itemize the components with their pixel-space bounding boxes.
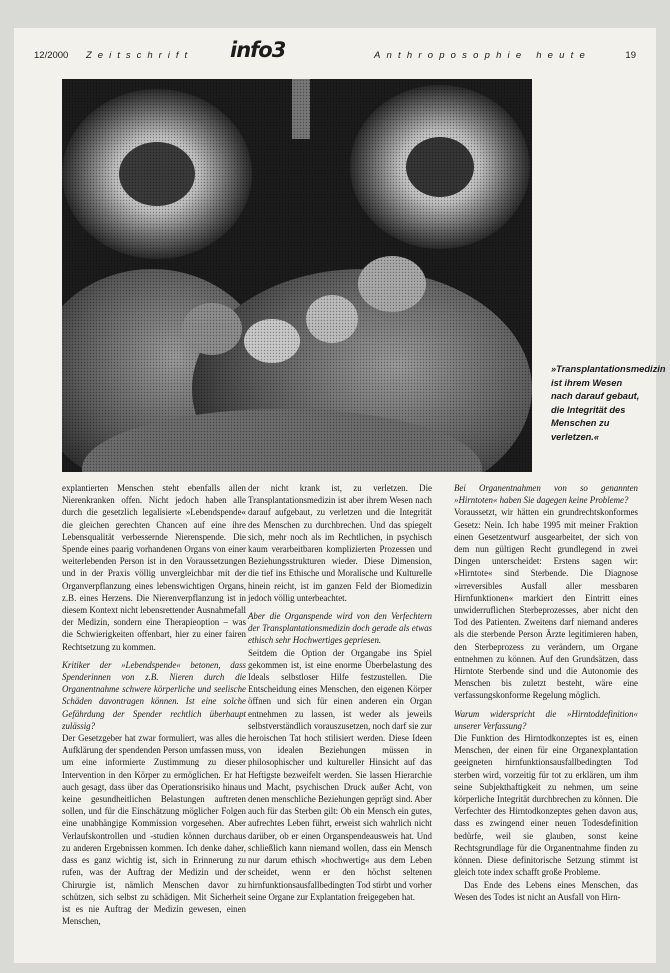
interview-question: Warum widerspricht die »Hirntoddefinition« unserer Verfassung? (454, 708, 638, 731)
surgery-photo (62, 79, 532, 472)
column-2 (248, 482, 432, 903)
magazine-page (14, 28, 666, 963)
photo-caption: »Transplantationsmedizin ist ihrem Wesen nach darauf gebaut, die Integrität des Menschen zu verletzen.« (551, 364, 666, 442)
paragraph: Der Gesetzgeber hat zwar formuliert, was alles die Aufklärung der spendenden Person umfassen muss, um eine informierte Zustimmung zu dieser Intervention in den Körper zu ermöglichen. Er hat auch gesagt, dass über das Operationsrisiko hinaus keine gesundheitlichen Belastungen auftreten sollen, und für die Einschätzung möglicher Folgen eine unabhängige Kommission vorgesehen. Aber Verlaufskontrollen und -studien können durchaus zu anderen Ergebnissen kommen. Ich denke daher, dass es ganz wichtig ist, sich in Erinnerung zu rufen, was der Auftrag der Medizin und der Chirurgie ist, nämlich Menschen davor zu schützen, sich selbst zu schädigen. Mit Sicherheit ist es nie Auftrag der Medizin gewesen, einen Menschen, (62, 733, 246, 927)
paragraph: Voraussetzt, wir hätten ein grundrechtskonformes Gesetz: Nein. Ich habe 1995 mit meiner Fraktion einen Gesetzentwurf ausgearbeitet, der sich von dem nun gültigen Recht grundlegend in zwei Dingen unterscheidet: Erstens sagen wir: »Hirntote« sind Sterbende. Die Diagnose »irreversibles Ausfall aller messbaren Hirnfunktionen« markiert den Eintritt eines unwiderruflichen Sterbeprozesses, aber nicht den Tod des Patienten. Zweitens darf niemand anderes als die sterbende Person Ärzte legitimieren haben, den Sterbeprozess zu verändern, um Organe entnehmen zu können. Auf den Grundsätzen, dass Hirntote Sterbende sind und die Autonomie des Menschen bis zuletzt besteht, wäre eine verfassungskonforme Regelung möglich. (454, 507, 638, 701)
interview-question: Bei Organentnahmen von so genannten »Hirntoten« haben Sie dagegen keine Probleme? (454, 483, 638, 506)
paragraph: Das Ende des Lebens eines Menschen, das Wesen des Todes ist nicht an Ausfall von Hirn- (454, 879, 638, 902)
surgery-photo-graphic (62, 79, 532, 472)
interview-question: Kritiker der »Lebendspende« betonen, dass Spenderinnen von z.B. Nieren durch die Organentnahme schwere körperliche und seelische Schäden davontragen können. Ist eine solche Gefährdung der Spender rechtlich überhaupt zulässig? (62, 659, 246, 731)
paragraph: Seitdem die Option der Organgabe ins Spiel gekommen ist, ist eine enorme Überbelastung des Ideals selbstloser Hilfe festzustellen. Die Entscheidung eines Menschen, den eigenen Körper öffnen und sich für einen anderen ein Organ entnehmen zu lassen, ist weder als jeweils selbstverständlich vorauszusetzen, noch darf sie zur heroischen Tat hoch stilisiert werden. Diese Ideen von idealen Beziehungen müssen in philosophischer und kultureller Hinsicht auf das Heftigste bezweifelt werden. Sie lassen Hierarchie und Macht, psychischen Druck außer Acht, von denen menschliche Beziehungen geprägt sind. Aber auch für das Sterben gilt: Ob ein Mensch ein gutes, aufrechtes Leben führt, erweist sich wahrlich nicht darüber, ob er einen Organspendeausweis hat. Und schließlich kann niemand wollen, dass ein Mensch nur darum ethisch »hochwertig« aus dem Leben scheidet, wenn er den höchst seltenen hirnfunktionsausfallbedingten Tod stirbt und vorher seine Organe zur Explantation freigegeben hat. (248, 647, 432, 902)
issue-number: 12/2000 (34, 50, 69, 61)
column-1 (62, 482, 246, 927)
article-body (62, 482, 643, 952)
header-zeitschrift: Zeitschrift (86, 50, 194, 61)
paragraph: Die Funktion des Hirntodkonzeptes ist es, einen Menschen, der einen für eine Organexplantation geeigneten hirnfunktionsausfallbedingten Tod sterben wird, vorzeitig für tot zu erklären, um ihm seine Subjekthaftigkeit zu nehmen, um seine körperliche Integrität durchbrechen zu können. Die Verfechter des Hirntodkonzeptes gehen davon aus, dass es zwingend einer neuen Todesdefinition bedürfe, weil sie glauben, sonst keine Rechtsgrundlage für die Organentnahme finden zu können. Diese definitorische Setzung stimmt ist gleich tote index schafft große Probleme. (454, 733, 638, 878)
header-subtitle: Anthroposophie heute (374, 50, 591, 61)
column-3 (454, 482, 638, 903)
info3-logo: info3 (230, 38, 286, 62)
page-header (34, 36, 640, 64)
paragraph: der nicht krank ist, zu verletzen. Die Transplantationsmedizin ist aber ihrem Wesen nach darauf aufgebaut, zu verletzen und die Integrität des Menschen zu durchbrechen. Und das spiegelt sich, mehr noch als im Rechtlichen, in psychisch kaum verarbeitbaren komplizierten Prozessen und Beziehungsstrukturen wieder. Diese Dimension, die tief ins Ethische und Moralische und Kulturelle hinein reicht, ist im ganzen Feld der Biomedizin jedoch völlig unterbeachtet. (248, 483, 432, 603)
interview-question: Aber die Organspende wird von den Verfechtern der Transplantationsmedizin doch gerade als etwas ethisch sehr Hochwertiges gepriesen. (248, 611, 432, 646)
paragraph: explantierten Menschen steht ebenfalls allen Nierenkranken offen. Nicht jedoch haben alle durch die gesetzlich legalisierte »Lebendspende« die gleichen gerechten Chancen auf eine ihre Lebensqualität verbessernde Nierenspende. Die Spende eines paarig vorhandenen Organs von einer weiterlebenden Person ist in den Voraussetzungen und in der Praxis völlig unvergleichbar mit der Organverpflanzung eines lebenswichtigen Organs, z.B. eines Herzens. Die Nierenverpflanzung ist in diesem Kontext nicht lebensrettender Ausnahmefall der Medizin, sondern eine Therapieoption – was die Schwierigkeiten offenbart, hier zu einer fairen Rechtsetzung zu kommen. (62, 483, 246, 652)
page-number: 19 (625, 50, 636, 61)
